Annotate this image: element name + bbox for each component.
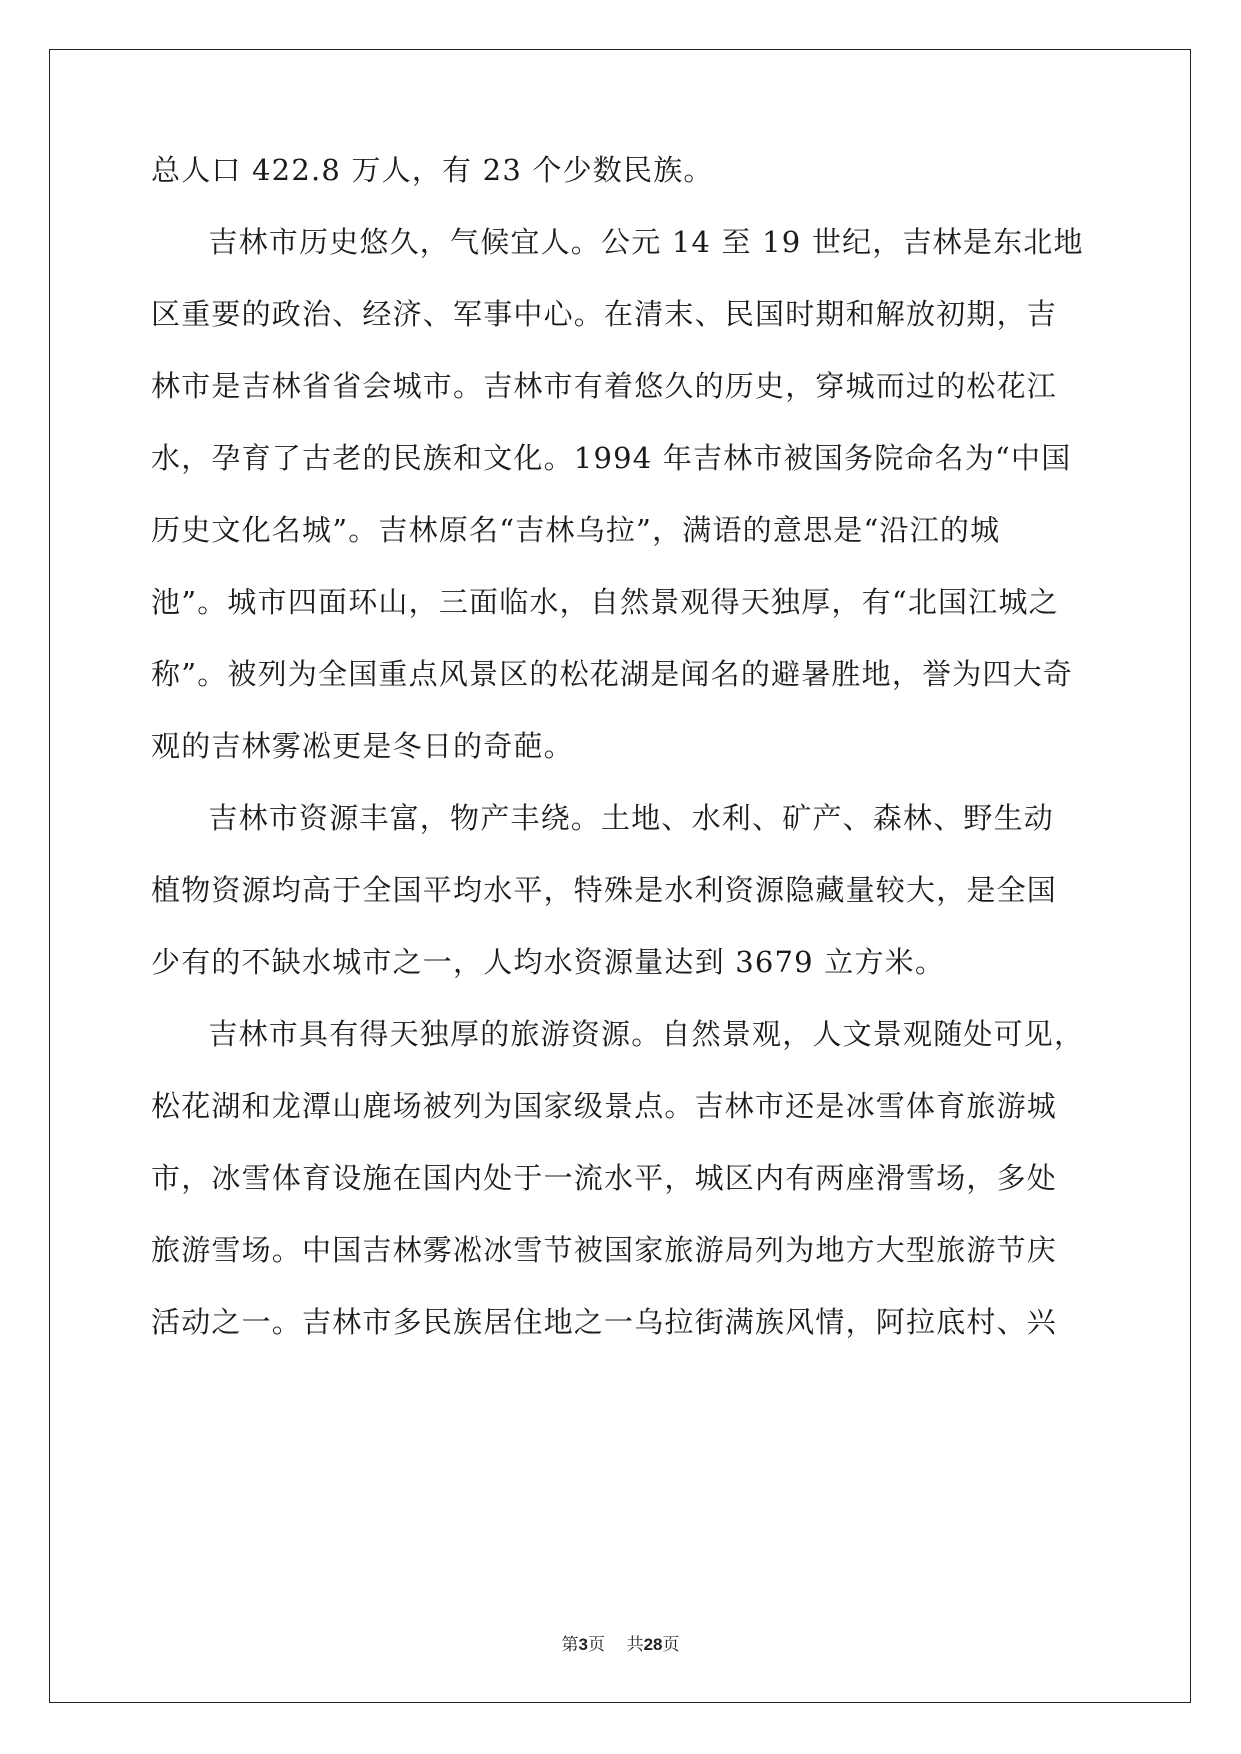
total-prefix: 共 [626, 1635, 644, 1655]
text-line: 称”。被列为全国重点风景区的松花湖是闻名的避暑胜地，誉为四大奇 [151, 657, 1074, 691]
text-line: 总人口 422.8 万人，有 23 个少数民族。 [151, 153, 714, 187]
text-line: 旅游雪场。中国吉林雾凇冰雪节被国家旅游局列为地方大型旅游节庆 [151, 1233, 1058, 1267]
text-line: 少有的不缺水城市之一，人均水资源量达到 3679 立方米。 [151, 945, 946, 979]
total-pages: 28 [643, 1635, 663, 1654]
text-line: 观的吉林雾凇更是冬日的奇葩。 [151, 729, 574, 763]
text-line: 吉林市资源丰富，物产丰绕。土地、水利、矿产、森林、野生动 [148, 801, 1055, 835]
text-line: 林市是吉林省省会城市。吉林市有着悠久的历史，穿城而过的松花江 [151, 369, 1058, 403]
page-suffix: 页 [587, 1635, 605, 1655]
text-line: 松花湖和龙潭山鹿场被列为国家级景点。吉林市还是冰雪体育旅游城 [151, 1089, 1058, 1123]
text-line: 吉林市具有得天独厚的旅游资源。自然景观，人文景观随处可见， [148, 1017, 1085, 1051]
text-line: 市，冰雪体育设施在国内处于一流水平，城区内有两座滑雪场，多处 [151, 1161, 1058, 1195]
text-line: 池”。城市四面环山，三面临水，自然景观得天独厚，有“北国江城之 [151, 585, 1059, 619]
page-prefix: 第 [561, 1635, 579, 1655]
text-line: 历史文化名城”。吉林原名“吉林乌拉”，满语的意思是“沿江的城 [151, 513, 1001, 547]
page-number: 3 [578, 1635, 588, 1654]
text-line: 活动之一。吉林市多民族居住地之一乌拉街满族风情，阿拉底村、兴 [151, 1305, 1058, 1339]
text-line: 区重要的政治、经济、军事中心。在清末、民国时期和解放初期，吉 [151, 297, 1058, 331]
page-footer [0, 1635, 1241, 1655]
total-suffix: 页 [662, 1635, 680, 1655]
text-line: 植物资源均高于全国平均水平，特殊是水利资源隐藏量较大，是全国 [151, 873, 1058, 907]
text-line: 吉林市历史悠久，气候宜人。公元 14 至 19 世纪，吉林是东北地 [148, 225, 1084, 259]
text-line: 水，孕育了古老的民族和文化。1994 年吉林市被国务院命名为“中国 [151, 441, 1072, 475]
